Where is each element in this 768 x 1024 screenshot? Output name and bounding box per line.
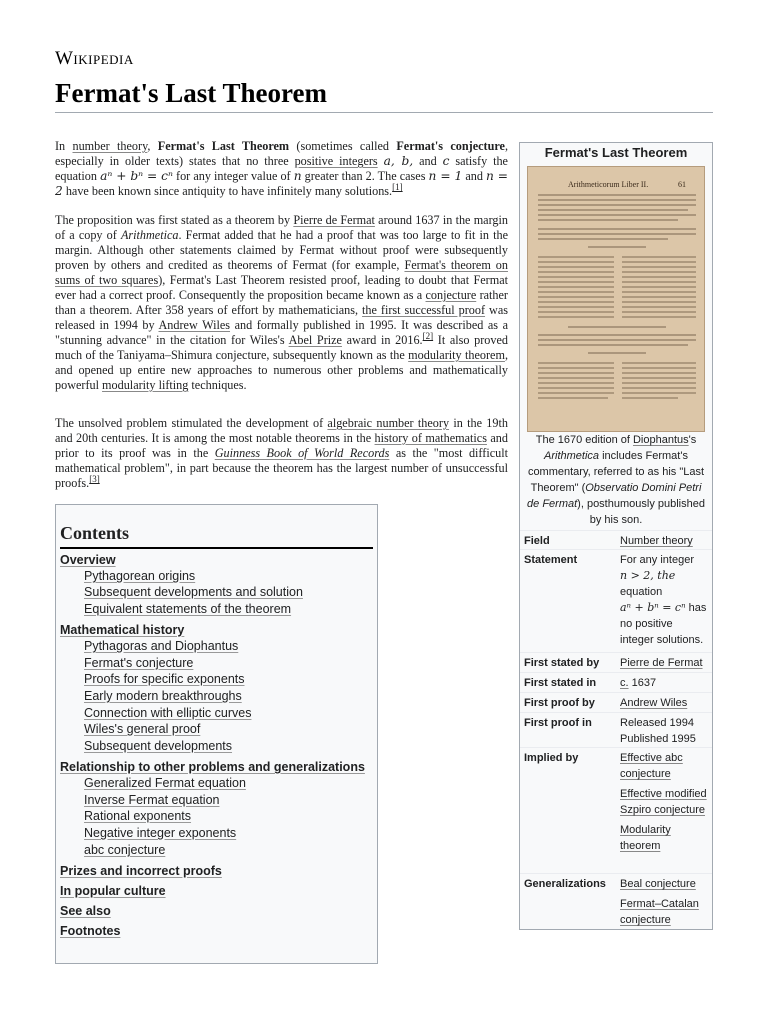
link-modularity-lifting[interactable]: modularity lifting (102, 378, 189, 392)
math-n-greater-2: n > 2, the (620, 569, 676, 582)
toc-item-footnotes[interactable]: Footnotes (60, 924, 121, 938)
row-label: Field (524, 535, 550, 547)
text: . Fermat added that he had a proof that was too large to fit in the margin. Although other statements claimed by Fermat without proof were subsequently proven by others and credited as theorems of Fermat (for example, (55, 228, 508, 272)
text: The proposition was first stated as a theorem by (55, 213, 294, 227)
reference-1[interactable]: [1] (392, 181, 403, 192)
link-andrew-wiles[interactable]: Andrew Wiles (620, 697, 688, 709)
toc-subitem[interactable]: Equivalent statements of the theorem (84, 602, 292, 616)
toc-subitem[interactable]: Rational exponents (84, 809, 192, 823)
toc-subitem[interactable]: Pythagorean origins (84, 569, 196, 583)
link-guinness-book[interactable]: Guinness Book of World Records (214, 446, 390, 460)
text: in the 19th and 20th centuries. It is among the most notable theorems in the (55, 416, 508, 445)
title-divider (55, 112, 713, 113)
link-diophantus[interactable]: Diophantus (632, 434, 689, 446)
text: integer solutions. (620, 634, 704, 646)
text: For any integer (620, 554, 694, 566)
toc-divider (60, 547, 373, 549)
link-history-of-mathematics[interactable]: history of mathematics (374, 431, 487, 445)
row-value (620, 533, 712, 549)
italic-title: Arithmetica (120, 228, 179, 242)
text: In (55, 139, 73, 153)
text: and (413, 154, 443, 168)
text: 's (688, 434, 697, 446)
link-beal-conjecture[interactable]: Beal conjecture (620, 878, 696, 890)
text: techniques. (188, 378, 247, 392)
row-value (620, 675, 712, 691)
infobox-row-implied-by (520, 747, 712, 873)
text: , especially in older texts) states that no three (55, 139, 509, 168)
math-c: c (442, 154, 450, 168)
italic-title: Arithmetica (544, 450, 600, 462)
text: Published 1995 (620, 733, 696, 745)
text: includes Fermat's commentary, referred to as his "Last Theorem" ( (527, 450, 705, 494)
page-title: Fermat's Last Theorem (55, 78, 327, 108)
link-modularity-theorem[interactable]: Modularity theorem (620, 824, 671, 852)
link-andrew-wiles[interactable]: Andrew Wiles (158, 318, 231, 332)
infobox-row-first-stated-by (520, 652, 712, 672)
intro-paragraph-1 (55, 139, 508, 199)
toc-item-popular-culture[interactable]: In popular culture (60, 884, 166, 898)
text: The unsolved problem stimulated the development of (55, 416, 328, 430)
infobox-row-statement (520, 549, 712, 652)
row-label: Implied by (524, 752, 579, 764)
text: and formally published in 1995. It was described as a "stunning advance" in the citation for Wiles's (55, 318, 508, 347)
infobox-row-first-proof-in (520, 712, 712, 748)
wikipedia-wordmark[interactable]: Wikipedia (55, 48, 134, 69)
infobox-row-field (520, 530, 712, 550)
text: award in 2016. (341, 333, 423, 347)
toc-subitem[interactable]: Subsequent developments and solution (84, 585, 303, 599)
link-first-successful-proof[interactable]: the first successful proof (362, 303, 486, 317)
text: The 1670 edition of (535, 434, 633, 446)
link-modularity-theorem[interactable]: modularity theorem (408, 348, 505, 362)
text: for any integer value of (172, 169, 294, 183)
link-circa[interactable]: c. (620, 677, 629, 689)
toc-subitem[interactable]: Inverse Fermat equation (84, 793, 220, 807)
text: ), Fermat's Last Theorem resisted proof, leading to doubt that Fermat ever had a correct proof. Consequently the proposition became known as a (55, 273, 509, 302)
text: equation (620, 586, 663, 598)
text: (sometimes called (289, 139, 397, 153)
toc-item-prizes[interactable]: Prizes and incorrect proofs (60, 864, 222, 878)
text: ), posthumously published by his son. (577, 498, 705, 526)
toc-subitem[interactable]: Early modern breakthroughs (84, 689, 242, 703)
toc-item-relationship[interactable]: Relationship to other problems and generalizations (60, 760, 365, 774)
link-fermat-catalan-conjecture[interactable]: Fermat–Catalan conjecture (620, 898, 699, 926)
text: , and opened up entire new approaches to numerous other problems and mathematically powerful (55, 348, 508, 392)
row-value (620, 715, 712, 747)
link-algebraic-number-theory[interactable]: algebraic number theory (327, 416, 450, 430)
link-number-theory[interactable]: Number theory (620, 535, 693, 547)
row-value (620, 552, 712, 648)
text: satisfy the equation (55, 154, 508, 183)
math-n: n (293, 169, 302, 183)
link-number-theory[interactable]: number theory (72, 139, 148, 153)
link-pierre-de-fermat[interactable]: Pierre de Fermat (620, 657, 703, 669)
toc-subitem[interactable]: Connection with elliptic curves (84, 706, 252, 720)
image-running-head: Arithmeticorum Liber II. (568, 180, 649, 189)
image-page-number: 61 (678, 180, 686, 189)
bold-term: Fermat's conjecture (396, 139, 505, 153)
row-label: Statement (524, 554, 578, 566)
row-value (620, 876, 712, 928)
toc-heading: Contents (60, 523, 130, 543)
text: was released in 1994 by (55, 303, 508, 332)
math-n-equals-2: n = 2 (55, 169, 509, 198)
text: It also proved much of the Taniyama–Shimura conjecture, subsequently known as the (55, 333, 508, 362)
row-value (620, 750, 712, 854)
text: rather than a theorem. After 358 years of effort by mathematicians, (55, 288, 508, 317)
text: as the "most difficult mathematical problem", in part because the theorem has the largest number of unsuccessful proofs. (55, 446, 508, 490)
text: and prior to its proof was in the (55, 431, 508, 460)
row-label: First proof by (524, 697, 595, 709)
toc-subitem[interactable]: Negative integer exponents (84, 826, 237, 840)
text: 1637 (628, 677, 657, 689)
toc-subitem[interactable]: Proofs for specific exponents (84, 672, 245, 686)
arithmetica-page-image[interactable] (527, 166, 705, 432)
row-value (620, 655, 712, 671)
text: no positive (620, 618, 673, 630)
bold-term: Fermat's Last Theorem (157, 139, 290, 153)
infobox-caption (523, 432, 709, 528)
toc-subitem[interactable]: Fermat's conjecture (84, 656, 194, 670)
link-two-squares-theorem[interactable]: Fermat's theorem on sums of two squares (55, 258, 508, 287)
text: around 1637 in the margin of a copy of (55, 213, 509, 242)
toc-subitem[interactable]: abc conjecture (84, 843, 166, 857)
text: have been known since antiquity to have infinitely many solutions. (62, 184, 393, 198)
toc-subitem[interactable]: Pythagoras and Diophantus (84, 639, 239, 653)
math-n-equals-1: n = 1 (428, 169, 463, 183)
math-equation: aⁿ + bⁿ = cⁿ (620, 601, 686, 614)
row-value (620, 695, 712, 711)
row-label: First proof in (524, 717, 592, 729)
text: Released 1994 (620, 717, 695, 729)
row-label: First stated in (524, 677, 597, 689)
reference-3[interactable]: [3] (89, 473, 100, 484)
italic-title: Observatio Domini Petri de Fermat (527, 482, 702, 510)
toc-subitem[interactable]: Wiles's general proof (84, 722, 201, 736)
text: and (462, 169, 487, 183)
toc-item-mathematical-history[interactable]: Mathematical history (60, 623, 185, 637)
row-label: First stated by (524, 657, 600, 669)
infobox-row-generalizations (520, 873, 712, 930)
link-positive-integers[interactable]: positive integers (294, 154, 378, 168)
intro-paragraph-2 (55, 213, 508, 393)
math-equation: aⁿ + bⁿ = cⁿ (100, 169, 173, 183)
reference-2[interactable]: [2] (422, 330, 434, 341)
infobox-row-first-proof-by (520, 692, 712, 712)
link-effective-modified-szpiro-conjecture[interactable]: Effective modified Szpiro conjecture (620, 788, 707, 816)
toc-item-overview[interactable]: Overview (60, 553, 116, 567)
link-effective-abc-conjecture[interactable]: Effective abc conjecture (620, 752, 683, 780)
text: has (685, 602, 707, 614)
manuscript-illustration (528, 167, 705, 432)
text: , (147, 139, 158, 153)
infobox-title: Fermat's Last Theorem (544, 145, 688, 160)
infobox-row-first-stated-in (520, 672, 712, 692)
math-abc: a, b, (383, 154, 414, 168)
link-conjecture[interactable]: conjecture (425, 288, 477, 302)
intro-paragraph-3 (55, 416, 508, 491)
toc-subitem[interactable]: Generalized Fermat equation (84, 776, 246, 790)
toc-item-see-also[interactable]: See also (60, 904, 111, 918)
row-label: Generalizations (524, 878, 606, 890)
link-abel-prize[interactable]: Abel Prize (288, 333, 342, 347)
toc-subitem[interactable]: Subsequent developments (84, 739, 233, 753)
text: greater than 2. The cases (301, 169, 429, 183)
link-pierre-de-fermat[interactable]: Pierre de Fermat (293, 213, 375, 227)
